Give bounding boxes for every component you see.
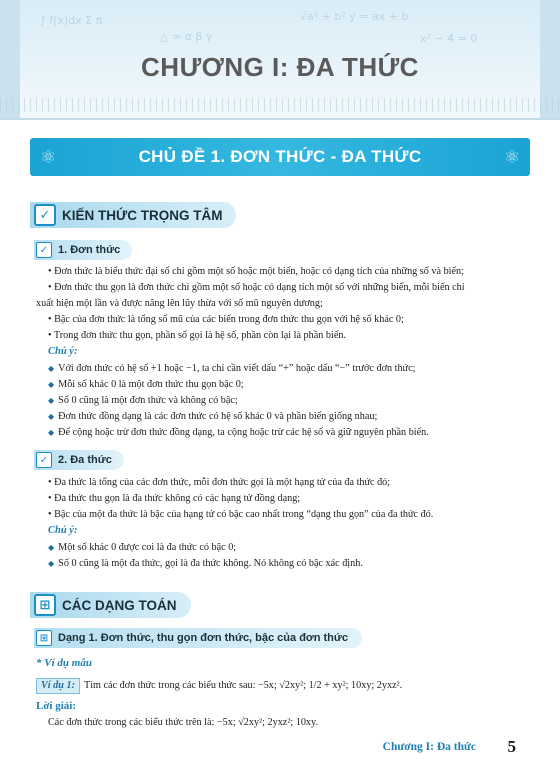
solution-text: Các đơn thức trong các biểu thức trên là: −5x; √2xy²; 2yxz²; 10xy. (48, 717, 319, 728)
subsection-heading-monomial (34, 240, 132, 260)
diamond-bullet-icon: ◆ (48, 559, 55, 568)
chapter-header (0, 0, 560, 120)
page-number: 5 (507, 737, 516, 756)
note-line: ◆ Mỗi số khác 0 là một đơn thức thu gọn bậc 0; (48, 379, 244, 390)
diamond-bullet-icon: ◆ (48, 396, 55, 405)
math-doodle: △ ∞ α β γ (160, 30, 213, 43)
subsection-title: 1. Đơn thức (58, 244, 121, 256)
sample-label: * Ví dụ mẫu (36, 657, 92, 669)
text-line: • Trong đơn thức thu gọn, phần số gọi là hệ số, phần còn lại là phần biến. (48, 330, 346, 341)
diamond-bullet-icon: ◆ (48, 543, 55, 552)
shapes-icon: ⊞ (36, 630, 52, 646)
note-line: ◆ Số 0 cũng là một đa thức, gọi là đa thức không. Nó không có bậc xác định. (48, 558, 363, 569)
ruler-decoration (0, 98, 560, 112)
text-line: • Đơn thức thu gọn là đơn thức chỉ gồm một số hoặc có dạng tích một số với những biến, mỗi biến chỉ (48, 282, 465, 293)
section-title: CÁC DẠNG TOÁN (62, 597, 177, 613)
atom-icon: ⚛ (40, 147, 57, 168)
note-line: ◆ Để cộng hoặc trừ đơn thức đồng dạng, ta cộng hoặc trừ các hệ số và giữ nguyên phần biến. (48, 427, 429, 438)
note-line: ◆ Đơn thức đồng dạng là các đơn thức có hệ số khác 0 và phần biến giống nhau; (48, 411, 378, 422)
text-line: • Đa thức thu gọn là đa thức không có các hạng tử đồng dạng; (48, 493, 301, 504)
note-line: ◆ Số 0 cũng là một đơn thức và không có bậc; (48, 395, 238, 406)
section-heading-knowledge (30, 202, 236, 228)
text-line: xuất hiện một lần và được nâng lên lũy thừa với số mũ nguyên dương; (36, 298, 323, 309)
note-label: Chú ý: (48, 525, 78, 536)
type-heading (34, 628, 362, 648)
diamond-bullet-icon: ◆ (48, 412, 55, 421)
topic-banner (30, 138, 530, 176)
solution-label: Lời giải: (36, 700, 77, 712)
text-line: • Đa thức là tổng của các đơn thức, mỗi đơn thức gọi là một hạng tử của đa thức đó; (48, 477, 391, 488)
diamond-bullet-icon: ◆ (48, 428, 55, 437)
section-title: KIẾN THỨC TRỌNG TÂM (62, 207, 223, 223)
type-title: Dạng 1. Đơn thức, thu gọn đơn thức, bậc của đơn thức (58, 632, 348, 644)
math-doodle: x² − 4 = 0 (420, 32, 478, 45)
shapes-icon: ⊞ (34, 594, 56, 616)
note-label: Chú ý: (48, 346, 78, 357)
example-text: Tìm các đơn thức trong các biểu thức sau: −5x; √2xy²; 1/2 + xy²; 10xy; 2yxz². (83, 680, 403, 691)
text-line: • Bậc của đơn thức là tổng số mũ của các biến trong đơn thức thu gọn với hệ số khác 0; (48, 314, 404, 325)
checkmark-icon: ✓ (34, 204, 56, 226)
diamond-bullet-icon: ◆ (48, 364, 55, 373)
checkmark-icon: ✓ (36, 452, 52, 468)
example-label: Ví dụ 1: (36, 678, 80, 694)
section-heading-types (30, 592, 191, 618)
math-doodle: √a² + b² y = ax + b (300, 10, 409, 23)
subsection-title: 2. Đa thức (58, 454, 112, 466)
note-line: ◆ Một số khác 0 được coi là đa thức có bậc 0; (48, 542, 237, 553)
math-doodle: ∫ f(x)dx Σ π (40, 14, 103, 27)
example-line (36, 678, 402, 694)
chapter-title: CHƯƠNG I: ĐA THỨC (141, 52, 419, 82)
text-line: • Đơn thức là biểu thức đại số chỉ gồm một số hoặc một biến, hoặc có dạng tích của những số và biến; (48, 266, 464, 277)
topic-title: CHỦ ĐỀ 1. ĐƠN THỨC - ĐA THỨC (138, 147, 422, 166)
text-line: • Bậc của một đa thức là bậc của hạng tử có bậc cao nhất trong “dạng thu gọn” của đa thức đó. (48, 509, 434, 520)
diamond-bullet-icon: ◆ (48, 380, 55, 389)
atom-icon: ⚛ (503, 147, 520, 168)
footer-chapter: Chương I: Đa thức (382, 741, 476, 753)
subsection-heading-polynomial (34, 450, 124, 470)
note-line: ◆ Với đơn thức có hệ số +1 hoặc −1, ta chỉ cần viết dấu “+” hoặc dấu “−” trước đơn thức; (48, 363, 416, 374)
checkmark-icon: ✓ (36, 242, 52, 258)
